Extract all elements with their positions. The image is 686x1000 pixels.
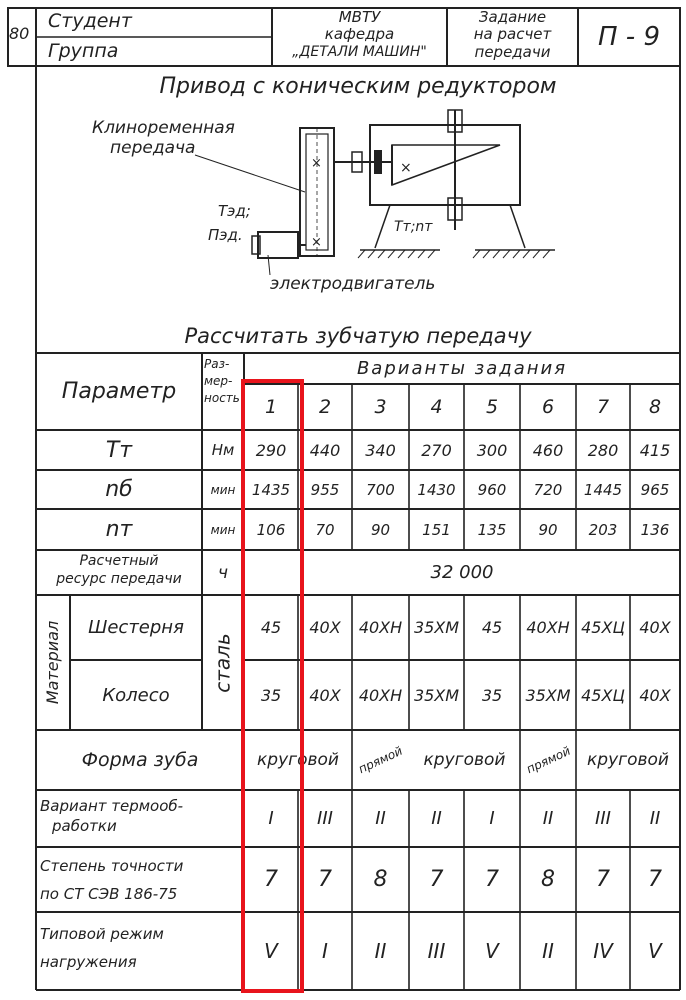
wheel-cell-8: 40Х (639, 685, 671, 705)
variant-number-cell-1: 1 (264, 396, 278, 418)
motor-label: электродвигатель (270, 274, 436, 294)
accuracy-label-line-2: по СТ СЭВ 186-75 (40, 885, 178, 903)
tooth-value-5: круговой (587, 750, 669, 770)
nb-cell-5: 960 (477, 480, 507, 499)
heat-cell-5: I (489, 808, 495, 829)
nt-cell-1: 106 (256, 520, 286, 539)
nt-cell-5: 135 (477, 520, 507, 539)
tooth-value-1: круговой (257, 750, 339, 770)
variant-number-cell-8: 8 (648, 396, 662, 418)
variant-1-highlight (241, 379, 304, 993)
nt-cell-4: 151 (422, 520, 451, 539)
heat-cell-8: II (649, 808, 661, 829)
nb-cell-2: 955 (310, 480, 340, 499)
dim-header-line-2: мер- (204, 374, 233, 388)
tt-cell-7: 280 (587, 440, 619, 460)
material-group-label-cell (36, 595, 70, 730)
heat-cell-3: II (375, 808, 386, 829)
wheel-cell-6: 35ХМ (525, 685, 571, 705)
wheel-cell-4: 35ХМ (413, 685, 460, 705)
nb-cell-7: 1445 (583, 480, 623, 499)
accuracy-cell-1: 7 (264, 867, 278, 892)
load-cell-1: V (264, 939, 278, 963)
nb-cell-3: 700 (366, 480, 395, 499)
load-cell-4: III (427, 939, 446, 963)
belt-label-line-1: Клиноременная (92, 118, 235, 138)
accuracy-cell-3: 8 (373, 867, 388, 892)
dim-header-line-1: Раз- (204, 357, 230, 371)
org-line-1: МВТУ (338, 8, 381, 26)
material-group-label: Материал (43, 620, 63, 705)
dim-header (204, 356, 244, 407)
accuracy-cell-7: 7 (596, 867, 610, 892)
load-cell-2: I (322, 939, 328, 963)
tt-cell-8: 415 (639, 440, 671, 460)
org-line-2: кафедра (324, 25, 395, 43)
nt-cell-6: 90 (538, 520, 558, 539)
accuracy-cell-5: 7 (485, 867, 499, 892)
group-label: Группа (48, 40, 119, 62)
belt-label-line-2: передача (110, 138, 196, 158)
wheel-cell-3: 40ХН (358, 685, 403, 705)
row-label-accuracy (40, 852, 244, 908)
heat-cell-6: II (542, 808, 554, 829)
heat-cell-2: III (317, 808, 333, 829)
nt-cell-8: 136 (640, 520, 670, 539)
task-line-1: Задание (478, 8, 547, 26)
unit-nt: мин (210, 522, 236, 537)
variants-header: Варианты задания (356, 358, 568, 379)
load-cell-5: V (485, 939, 499, 963)
row-label-nb: nб (105, 477, 133, 502)
tt-cell-3: 340 (365, 440, 396, 460)
dim-header-line-3: ность (204, 391, 240, 405)
task-line-2: на расчет (473, 25, 552, 43)
nb-cell-1: 1435 (251, 480, 291, 499)
row-label-nt: nт (105, 517, 133, 542)
unit-tt: Нм (211, 441, 235, 459)
pinion-cell-5: 45 (481, 618, 503, 637)
row-label-resource (36, 552, 202, 588)
variant-number-cell-4: 4 (430, 396, 443, 418)
tooth-value-2-cell (352, 730, 409, 790)
tt-cell-2: 440 (309, 440, 341, 460)
row-label-wheel: Колесо (102, 684, 170, 706)
tt-cell-4: 270 (421, 440, 452, 460)
variant-number-cell-5: 5 (485, 396, 499, 418)
nb-cell-8: 965 (640, 480, 670, 499)
load-cell-7: IV (593, 939, 613, 963)
tt-cell-5: 300 (476, 440, 508, 460)
task-code: П - 9 (597, 22, 660, 52)
material-unit: сталь (211, 632, 236, 693)
svg-text:×: × (400, 160, 412, 176)
student-label: Студент (48, 10, 132, 32)
tooth-value-3: круговой (423, 750, 506, 770)
nb-cell-6: 720 (533, 480, 563, 499)
pinion-cell-1: 45 (260, 618, 282, 637)
load-cell-8: V (648, 939, 662, 963)
torque-label-line-2: Пэд. (208, 226, 243, 244)
tooth-value-4-cell (520, 730, 576, 790)
nb-cell-4: 1430 (417, 480, 456, 499)
tt-cell-1: 290 (255, 440, 287, 460)
param-header: Параметр (61, 379, 177, 404)
load-label-line-1: Типовой режим (40, 925, 164, 943)
pinion-cell-8: 40Х (639, 618, 671, 637)
nt-cell-2: 70 (315, 520, 335, 539)
value-resource: 32 000 (430, 562, 494, 583)
unit-nb: мин (210, 482, 236, 497)
row-label-heat (40, 796, 244, 836)
tooth-value-2: прямой (356, 743, 405, 777)
svg-text:×: × (311, 235, 322, 250)
pinion-cell-6: 40ХН (526, 618, 570, 637)
row-label-tooth: Форма зуба (81, 749, 199, 771)
torque-label-line-1: Тэд; (218, 202, 251, 220)
row-label-load (40, 920, 244, 976)
row-label-tt: Tт (105, 437, 133, 463)
tooth-value-4: прямой (523, 743, 573, 777)
nt-cell-3: 90 (370, 520, 391, 539)
accuracy-cell-4: 7 (429, 867, 444, 892)
accuracy-cell-2: 7 (318, 867, 332, 892)
accuracy-label-line-1: Степень точности (40, 857, 184, 875)
heat-label-line-2: работки (52, 817, 117, 835)
heat-cell-7: III (595, 808, 611, 829)
wheel-cell-2: 40Х (309, 685, 341, 705)
heat-cell-1: I (268, 808, 274, 829)
tt-cell-6: 460 (532, 440, 564, 460)
variant-number-cell-7: 7 (596, 396, 610, 418)
heat-label-line-1: Вариант термооб- (40, 797, 184, 815)
load-cell-3: II (374, 939, 387, 963)
load-label-line-2: нагружения (40, 953, 137, 971)
variant-number-cell-3: 3 (374, 396, 387, 418)
variant-number-cell-6: 6 (541, 396, 555, 418)
drawing-title: Привод с коническим редуктором (159, 73, 557, 99)
org-line-3: „ДЕТАЛИ МАШИН" (292, 44, 427, 60)
task-line-3: передачи (474, 43, 551, 61)
accuracy-cell-6: 8 (541, 867, 555, 892)
sheet-number: 80 (9, 24, 30, 43)
resource-label-line-1: Расчетный (79, 553, 159, 569)
nt-cell-7: 203 (588, 520, 618, 539)
wheel-cell-7: 45ХЦ (581, 685, 625, 705)
pinion-cell-7: 45ХЦ (581, 618, 625, 637)
task-title: Рассчитать зубчатую передачу (184, 324, 532, 348)
wheel-cell-5: 35 (481, 685, 503, 705)
row-label-pinion: Шестерня (88, 617, 184, 638)
heat-cell-4: II (431, 808, 442, 829)
resource-label-line-2: ресурс передачи (56, 571, 182, 587)
unit-resource: ч (217, 562, 229, 583)
accuracy-cell-8: 7 (648, 867, 662, 892)
pinion-cell-4: 35ХМ (413, 618, 460, 637)
variant-number-cell-2: 2 (318, 396, 332, 418)
pinion-cell-2: 40Х (309, 618, 341, 637)
wheel-cell-1: 35 (260, 685, 282, 705)
material-unit-cell (202, 595, 244, 730)
pinion-cell-3: 40ХН (358, 618, 403, 637)
load-cell-6: II (542, 939, 554, 963)
output-label: Tт;nт (394, 219, 433, 235)
svg-text:×: × (311, 156, 322, 171)
